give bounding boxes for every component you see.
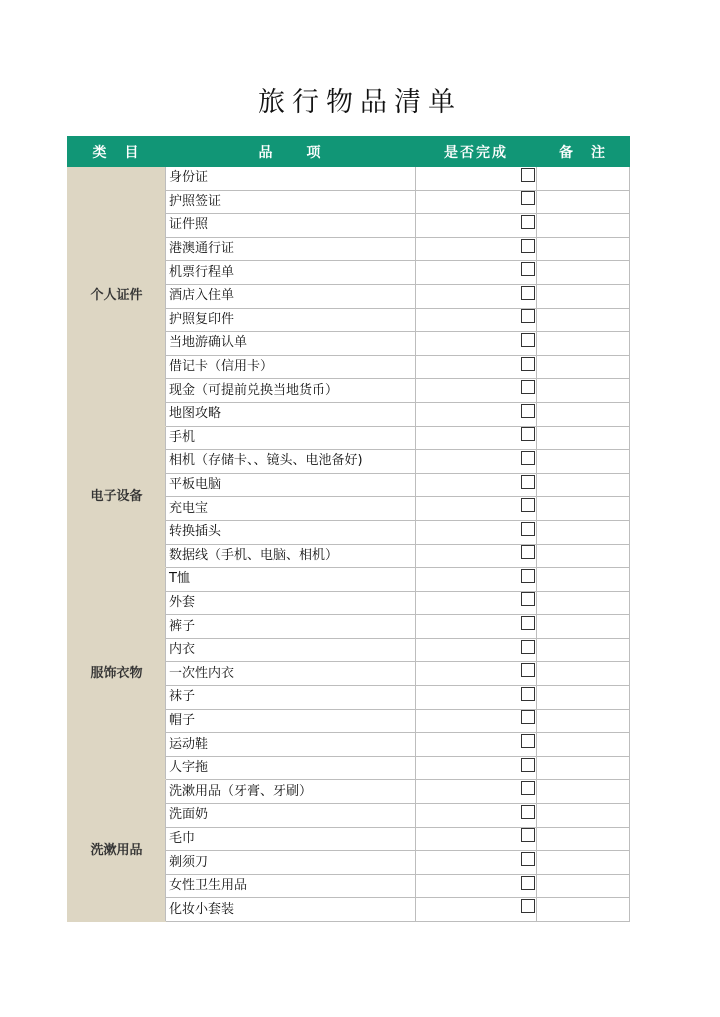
note-cell[interactable] xyxy=(537,214,630,238)
note-cell[interactable] xyxy=(537,379,630,403)
done-cell xyxy=(416,190,537,214)
done-cell xyxy=(416,544,537,568)
checkbox[interactable] xyxy=(521,663,535,677)
item-cell: 帽子 xyxy=(166,709,416,733)
done-cell xyxy=(416,709,537,733)
note-cell[interactable] xyxy=(537,520,630,544)
note-cell[interactable] xyxy=(537,733,630,757)
item-cell: 毛巾 xyxy=(166,827,416,851)
checkbox[interactable] xyxy=(521,380,535,394)
category-cell: 个人证件 xyxy=(68,167,166,427)
item-cell: 当地游确认单 xyxy=(166,332,416,356)
checkbox[interactable] xyxy=(521,239,535,253)
checkbox[interactable] xyxy=(521,191,535,205)
checkbox[interactable] xyxy=(521,522,535,536)
note-cell[interactable] xyxy=(537,332,630,356)
item-cell: 相机（存储卡、、镜头、电池备好) xyxy=(166,450,416,474)
note-cell[interactable] xyxy=(537,402,630,426)
done-cell xyxy=(416,615,537,639)
category-cell: 服饰衣物 xyxy=(68,568,166,780)
header-category: 类 目 xyxy=(68,137,166,167)
done-cell xyxy=(416,520,537,544)
category-cell: 洗漱用品 xyxy=(68,780,166,922)
item-cell: 现金（可提前兑换当地货币） xyxy=(166,379,416,403)
checkbox[interactable] xyxy=(521,357,535,371)
done-cell xyxy=(416,591,537,615)
header-done: 是否完成 xyxy=(416,137,537,167)
item-cell: 转换插头 xyxy=(166,520,416,544)
note-cell[interactable] xyxy=(537,450,630,474)
checkbox[interactable] xyxy=(521,687,535,701)
table-row xyxy=(68,426,630,450)
page-title: 旅行物品清单 xyxy=(258,87,462,118)
item-cell: 剃须刀 xyxy=(166,851,416,875)
done-cell xyxy=(416,426,537,450)
checkbox[interactable] xyxy=(521,734,535,748)
item-cell: 充电宝 xyxy=(166,497,416,521)
item-cell: 数据线（手机、电脑、相机） xyxy=(166,544,416,568)
checkbox[interactable] xyxy=(521,498,535,512)
checkbox[interactable] xyxy=(521,404,535,418)
item-cell: 运动鞋 xyxy=(166,733,416,757)
done-cell xyxy=(416,355,537,379)
note-cell[interactable] xyxy=(537,355,630,379)
checkbox[interactable] xyxy=(521,168,535,182)
done-cell xyxy=(416,332,537,356)
table-row xyxy=(68,568,630,592)
note-cell[interactable] xyxy=(537,591,630,615)
done-cell xyxy=(416,402,537,426)
item-cell: 手机 xyxy=(166,426,416,450)
item-cell: 洗面奶 xyxy=(166,804,416,828)
note-cell[interactable] xyxy=(537,190,630,214)
checkbox[interactable] xyxy=(521,427,535,441)
done-cell xyxy=(416,851,537,875)
checklist-table xyxy=(67,136,630,922)
checkbox[interactable] xyxy=(521,781,535,795)
note-cell[interactable] xyxy=(537,686,630,710)
item-cell: 借记卡（信用卡） xyxy=(166,355,416,379)
note-cell[interactable] xyxy=(537,568,630,592)
note-cell[interactable] xyxy=(537,261,630,285)
item-cell: 地图攻略 xyxy=(166,402,416,426)
done-cell xyxy=(416,827,537,851)
checkbox[interactable] xyxy=(521,286,535,300)
item-cell: 护照签证 xyxy=(166,190,416,214)
item-cell: 平板电脑 xyxy=(166,473,416,497)
note-cell[interactable] xyxy=(537,284,630,308)
done-cell xyxy=(416,284,537,308)
item-cell: 一次性内衣 xyxy=(166,662,416,686)
done-cell xyxy=(416,379,537,403)
checkbox[interactable] xyxy=(521,592,535,606)
done-cell xyxy=(416,237,537,261)
note-cell[interactable] xyxy=(537,780,630,804)
done-cell xyxy=(416,874,537,898)
checkbox[interactable] xyxy=(521,805,535,819)
done-cell xyxy=(416,308,537,332)
note-cell[interactable] xyxy=(537,827,630,851)
checkbox[interactable] xyxy=(521,899,535,913)
done-cell xyxy=(416,686,537,710)
item-cell: 护照复印件 xyxy=(166,308,416,332)
category-cell: 电子设备 xyxy=(68,426,166,568)
header-row xyxy=(68,137,630,167)
note-cell[interactable] xyxy=(537,473,630,497)
checkbox[interactable] xyxy=(521,640,535,654)
item-cell: 港澳通行证 xyxy=(166,237,416,261)
note-cell[interactable] xyxy=(537,638,630,662)
item-cell: 外套 xyxy=(166,591,416,615)
checkbox[interactable] xyxy=(521,758,535,772)
checkbox[interactable] xyxy=(521,215,535,229)
note-cell[interactable] xyxy=(537,898,630,922)
note-cell[interactable] xyxy=(537,167,630,191)
done-cell xyxy=(416,638,537,662)
item-cell: 证件照 xyxy=(166,214,416,238)
item-cell: 机票行程单 xyxy=(166,261,416,285)
done-cell xyxy=(416,780,537,804)
done-cell xyxy=(416,898,537,922)
checkbox[interactable] xyxy=(521,710,535,724)
item-cell: 酒店入住单 xyxy=(166,284,416,308)
item-cell: 袜子 xyxy=(166,686,416,710)
note-cell[interactable] xyxy=(537,874,630,898)
item-cell: 洗漱用品（牙膏、牙刷） xyxy=(166,780,416,804)
checkbox[interactable] xyxy=(521,333,535,347)
done-cell xyxy=(416,214,537,238)
header-note: 备 注 xyxy=(537,137,630,167)
note-cell[interactable] xyxy=(537,308,630,332)
checkbox[interactable] xyxy=(521,451,535,465)
checkbox[interactable] xyxy=(521,545,535,559)
done-cell xyxy=(416,497,537,521)
done-cell xyxy=(416,261,537,285)
header-item: 品 项 xyxy=(166,137,416,167)
note-cell[interactable] xyxy=(537,237,630,261)
item-cell: T恤 xyxy=(166,568,416,592)
checkbox[interactable] xyxy=(521,616,535,630)
note-cell[interactable] xyxy=(537,615,630,639)
done-cell xyxy=(416,756,537,780)
done-cell xyxy=(416,473,537,497)
note-cell[interactable] xyxy=(537,497,630,521)
checkbox[interactable] xyxy=(521,876,535,890)
item-cell: 女性卫生用品 xyxy=(166,874,416,898)
item-cell: 内衣 xyxy=(166,638,416,662)
checkbox[interactable] xyxy=(521,852,535,866)
note-cell[interactable] xyxy=(537,426,630,450)
item-cell: 人字拖 xyxy=(166,756,416,780)
note-cell[interactable] xyxy=(537,804,630,828)
item-cell: 裤子 xyxy=(166,615,416,639)
done-cell xyxy=(416,733,537,757)
checkbox[interactable] xyxy=(521,475,535,489)
checkbox[interactable] xyxy=(521,828,535,842)
checkbox[interactable] xyxy=(521,569,535,583)
note-cell[interactable] xyxy=(537,756,630,780)
note-cell[interactable] xyxy=(537,851,630,875)
item-cell: 化妆小套装 xyxy=(166,898,416,922)
table-row xyxy=(68,780,630,804)
done-cell xyxy=(416,450,537,474)
done-cell xyxy=(416,568,537,592)
item-cell: 身份证 xyxy=(166,167,416,191)
done-cell xyxy=(416,662,537,686)
done-cell xyxy=(416,167,537,191)
note-cell[interactable] xyxy=(537,709,630,733)
note-cell[interactable] xyxy=(537,662,630,686)
table-row xyxy=(68,167,630,191)
note-cell[interactable] xyxy=(537,544,630,568)
done-cell xyxy=(416,804,537,828)
checkbox[interactable] xyxy=(521,262,535,276)
checkbox[interactable] xyxy=(521,309,535,323)
